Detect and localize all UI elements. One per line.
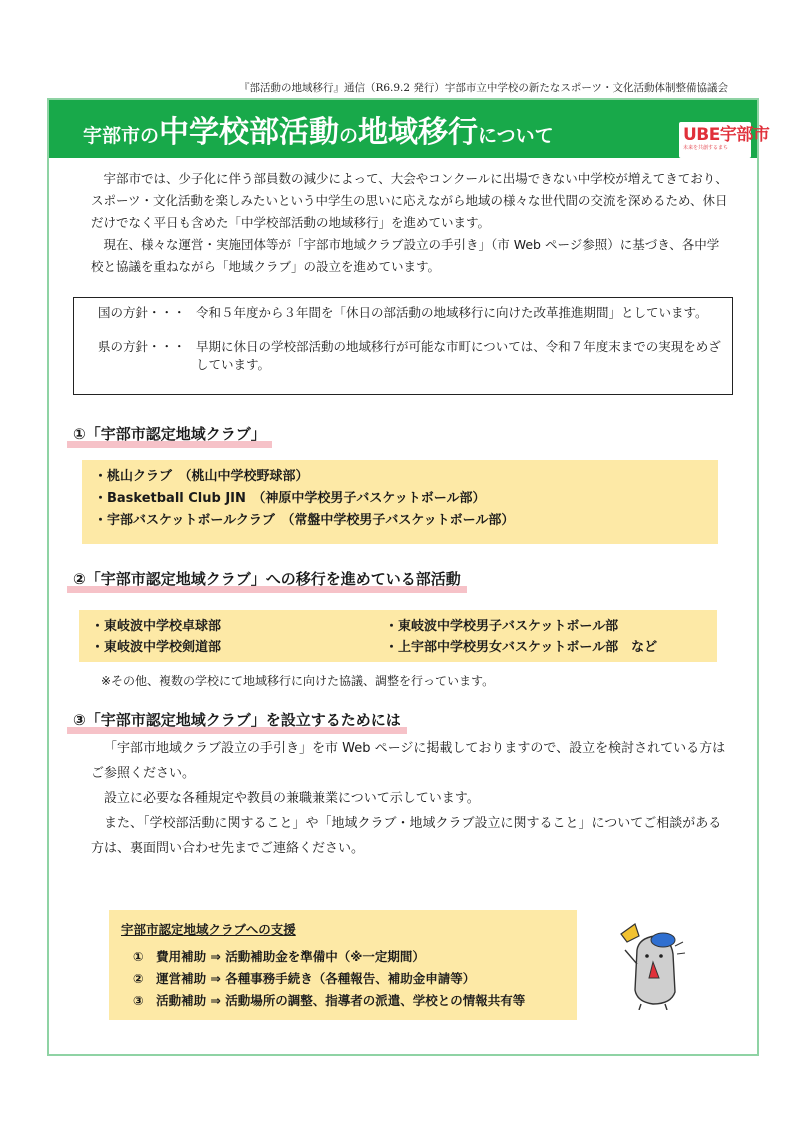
- mascot-character-icon: [613, 920, 693, 1010]
- club-item: ・Basketball Club JIN （神原中学校男子バスケットボール部）: [94, 491, 486, 506]
- page-frame: [47, 98, 770, 1056]
- club-item: ・東岐波中学校卓球部: [91, 619, 222, 634]
- club-item: ・桃山クラブ （桃山中学校野球部）: [94, 469, 309, 484]
- support-title: 宇部市認定地域クラブへの支援: [121, 922, 296, 937]
- club-item: ・上宇部中学校男女バスケットボール部 など: [385, 640, 658, 655]
- transition-clubs-box: [79, 610, 717, 662]
- support-box: [109, 910, 577, 1020]
- club-item: ・宇部バスケットボールクラブ （常盤中学校男子バスケットボール部）: [94, 513, 515, 528]
- section3-text: 「宇部市地域クラブ設立の手引き」を市 Web ページに掲載しておりますので、設立を検討されている方はご参照ください。 設立に必要な各種規定や教員の兼職兼業について示しています。 また、「学校部活動に関すること」や「地域クラブ・地域クラブ設立に関すること」についてご相談がある方は、裏面問い合わせ先までご連絡ください。: [91, 741, 726, 856]
- section-heading-3: ③「宇部市認定地域クラブ」を設立するためには: [67, 708, 407, 734]
- support-item: ② 運営補助 ⇒ 各種事務手続き（各種報告、補助金申請等）: [133, 971, 476, 986]
- section-heading-2: ②「宇部市認定地域クラブ」への移行を進めている部活動: [67, 567, 467, 593]
- club-item: ・東岐波中学校剣道部: [91, 640, 222, 655]
- ube-city-logo: UBE宇部市 未来を共創するまち: [679, 122, 751, 158]
- title-banner: [49, 100, 770, 158]
- support-item: ① 費用補助 ⇒ 活動補助金を準備中（※一定期間）: [133, 949, 425, 964]
- national-policy: 国の方針・・・ 令和５年度から３年間を「休日の部活動の地域移行に向けた改革推進期間」としています。: [98, 305, 708, 320]
- support-item: ③ 活動補助 ⇒ 活動場所の調整、指導者の派遣、学校との情報共有等: [133, 993, 526, 1008]
- intro-text: 宇部市では、少子化に伴う部員数の減少によって、大会やコンクールに出場できない中学校が増えてきており、スポーツ・文化活動を楽しみたいという中学生の思いに応えながら地域の様々な世代間の交流を深めるため、休日だけでなく平日も含めた「中学校部活動の地域移行」を進めています。 現在、様々な運営・実施団体等が「宇部市地域クラブ設立の手引き」（市 Web ページ参照）に基づき、各中学校と協議を重ねながら「地域クラブ」の設立を進めています。: [91, 171, 728, 274]
- newsletter-header-line: 『部活動の地域移行』通信（R6.9.2 発行）宇部市立中学校の新たなスポーツ・文化活動体制整備協議会: [238, 82, 728, 94]
- section-heading-1: ①「宇部市認定地域クラブ」: [67, 422, 272, 448]
- section2-note: ※その他、複数の学校にて地域移行に向けた協議、調整を行っています。: [101, 674, 495, 688]
- page-title: 宇部市の中学校部活動の地域移行について: [83, 115, 554, 150]
- certified-clubs-box: [82, 460, 718, 544]
- policy-box: [73, 297, 733, 395]
- club-item: ・東岐波中学校男子バスケットボール部: [385, 619, 619, 634]
- prefecture-policy: 県の方針・・・ 早期に休日の学校部活動の地域移行が可能な市町については、令和７年度末までの実現をめざしています。: [98, 339, 721, 372]
